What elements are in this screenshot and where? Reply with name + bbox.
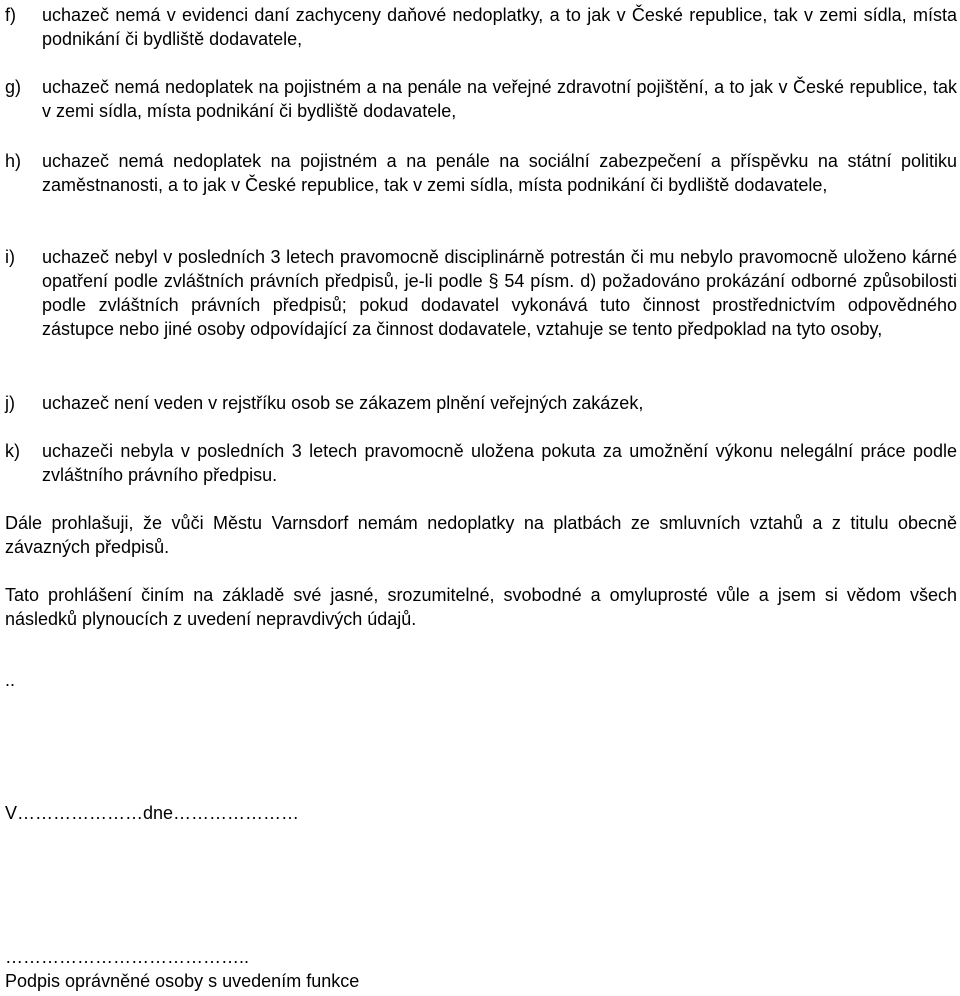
list-item	[5, 3, 957, 51]
place-date-line: V…………………dne…………………	[5, 803, 300, 823]
item-marker: k)	[5, 441, 20, 461]
signature-caption: Podpis oprávněné osoby s uvedením funkce	[5, 971, 360, 991]
signature-line: …………………………………..	[5, 947, 250, 967]
list-item	[5, 439, 957, 487]
list-item	[5, 75, 957, 123]
item-text: uchazeč nemá nedoplatek na pojistném a na penále na sociální zabezpečení a příspěvku na státní politiku zaměstnanosti, a to jak v České republice, tak v zemi sídla, místa podnikání či bydliště dodavatele,	[42, 151, 957, 195]
declaration-paragraph: Tato prohlášení činím na základě své jasné, srozumitelné, svobodné a omyluprosté vůle a jsem si vědom všech následků plynoucích z uvedení nepravdivých údajů.	[5, 585, 957, 629]
dots-text: ..	[5, 670, 16, 690]
list-item	[5, 245, 957, 341]
list-item	[5, 391, 957, 415]
item-text: uchazeč nebyl v posledních 3 letech pravomocně disciplinárně potrestán či mu nebylo pravomocně uloženo kárné opatření podle zvláštních právních předpisů, je-li podle § 54 písm. d) požadováno prokázání odborné způsobilosti podle zvláštních právních předpisů; pokud dodavatel vykonává tuto činnost prostřednictvím odpovědného zástupce nebo jiné osoby odpovídající za činnost dodavatele, vztahuje se tento předpoklad na tyto osoby,	[42, 247, 957, 339]
item-text: uchazeči nebyla v posledních 3 letech pravomocně uložena pokuta za umožnění výkonu nelegální práce podle zvláštního právního předpisu.	[42, 441, 957, 485]
item-marker: g)	[5, 77, 22, 97]
item-text: uchazeč nemá nedoplatek na pojistném a na penále na veřejné zdravotní pojištění, a to jak v České republice, tak v zemi sídla, místa podnikání či bydliště dodavatele,	[42, 77, 957, 121]
item-marker: f)	[5, 5, 16, 25]
item-marker: h)	[5, 151, 22, 171]
item-marker: j)	[5, 393, 15, 413]
list-item	[5, 149, 957, 197]
item-text: uchazeč není veden v rejstříku osob se zákazem plnění veřejných zakázek,	[42, 393, 644, 413]
item-marker: i)	[5, 247, 15, 267]
declaration-paragraph: Dále prohlašuji, že vůči Městu Varnsdorf nemám nedoplatky na platbách ze smluvních vztahů a z titulu obecně závazných předpisů.	[5, 513, 957, 557]
item-text: uchazeč nemá v evidenci daní zachyceny daňové nedoplatky, a to jak v České republice, tak v zemi sídla, místa podnikání či bydliště dodavatele,	[42, 5, 957, 49]
